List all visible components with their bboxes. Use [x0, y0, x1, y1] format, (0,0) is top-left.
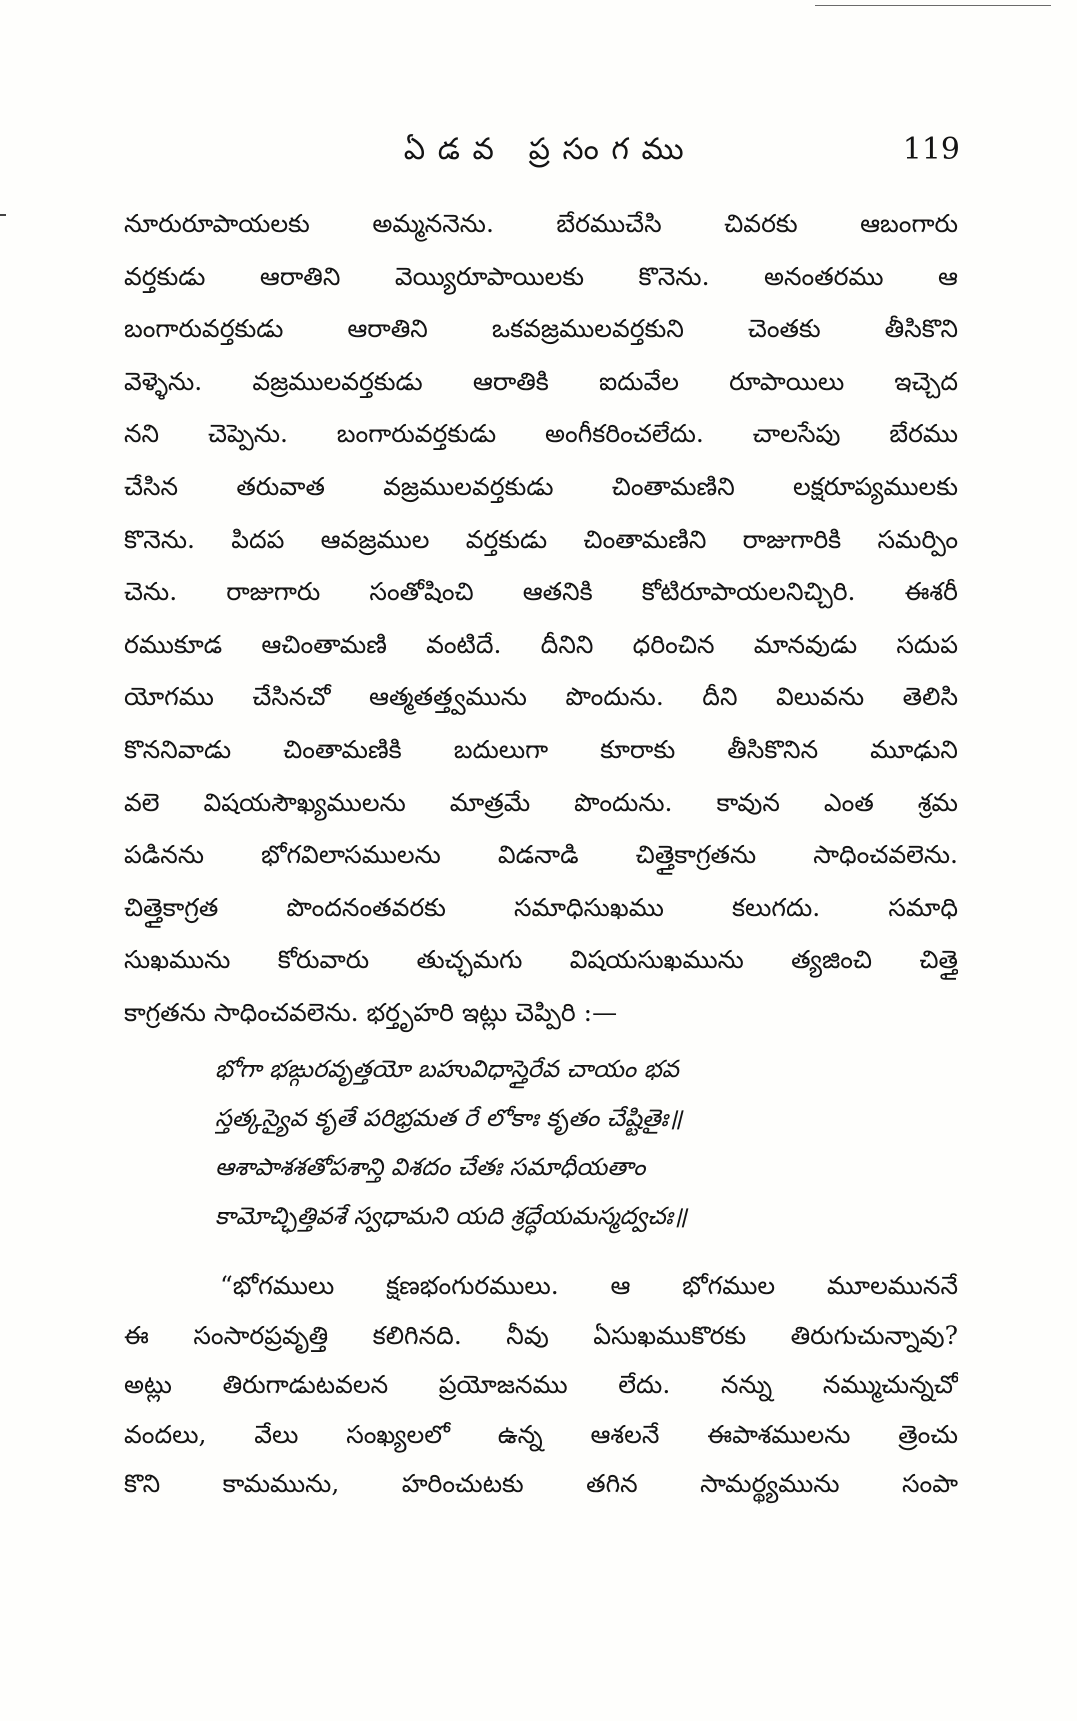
- body-line: రముకూడ ఆచింతామణి వంటిదే. దీనిని ధరించిన మానవుడు సదుప: [124, 629, 958, 659]
- verse-translation-paragraph: [124, 1261, 958, 1509]
- paragraph-line: “భోగములు క్షణభంగురములు. ఆ భోగముల మూలముననే: [220, 1271, 958, 1300]
- body-line: కొననివాడు చింతామణికి బదులుగా కూరాకు తీసికొనిన మూఢుని: [124, 734, 958, 764]
- body-line: కాగ్రతను సాధించవలెను. భర్తృహరి ఇట్లు చెప్పిరి :—: [124, 997, 618, 1027]
- body-line: నూరురూపాయలకు అమ్మననెను. బేరముచేసి చివరకు ఆబంగారు: [124, 209, 958, 238]
- running-head: ఏడవ ప్రసంగము: [403, 132, 697, 167]
- paragraph-line: ఈ సంసారప్రవృత్తి కలిగినది. నీవు ఏసుఖముకొరకు తిరుగుచున్నావు?: [124, 1320, 958, 1350]
- body-line: యోగము చేసినచో ఆత్మతత్త్వమును పొందును. దీని విలువను తెలిసి: [124, 682, 958, 712]
- paragraph-line: కొని కామమును, హరించుటకు తగిన సామర్థ్యమును సంపా: [124, 1469, 958, 1498]
- body-line: నని చెప్పెను. బంగారువర్తకుడు అంగీకరించలేదు. చాలసేపు బేరము: [124, 419, 958, 449]
- body-line: వలె విషయసౌఖ్యములను మాత్రమే పొందును. కావున ఎంత శ్రమ: [124, 787, 958, 817]
- paragraph-line: అట్లు తిరుగాడుటవలన ప్రయోజనము లేదు. నన్ను నమ్ముచున్నచో: [124, 1370, 958, 1399]
- body-line: కొనెను. పిదప ఆవజ్రముల వర్తకుడు చింతామణిని రాజుగారికి సమర్పిం: [124, 524, 958, 554]
- body-line: చెను. రాజుగారు సంతోషించి ఆతనికి కోటిరూపాయలనిచ్చిరి. ఈశరీ: [124, 577, 958, 607]
- body-line: బంగారువర్తకుడు ఆరాతిని ఒకవజ్రములవర్తకుని చెంతకు తీసికొని: [124, 314, 958, 344]
- paragraph-line: వందలు, వేలు సంఖ్యలలో ఉన్న ఆశలనే ఈపాశములను త్రెంచు: [124, 1419, 958, 1449]
- main-paragraph: [124, 198, 958, 1040]
- body-line: వర్తకుడు ఆరాతిని వెయ్యిరూపాయిలకు కొనెను. అనంతరము ఆ: [124, 261, 958, 291]
- verse-line: స్తత్కస్యైవ కృతే పరిభ్రమత రే లోకాః కృతం చేష్టితైః॥: [215, 1104, 683, 1132]
- body-line: పడినను భోగవిలాసములను విడనాడి చిత్తైకాగ్రతను సాధించవలెను.: [124, 840, 958, 870]
- top-rule-divider: [815, 5, 1051, 6]
- body-line: చేసిన తరువాత వజ్రములవర్తకుడు చింతామణిని లక్షరూప్యములకు: [124, 471, 958, 501]
- scan-edge-mark: [0, 214, 6, 216]
- verse-line: ఆశాపాశశతోపశాన్తి విశదం చేతః సమాధీయతాం: [215, 1153, 646, 1181]
- verse-line: భోగా భఙ్గురవృత్తయో బహువిధాస్తైరేవ చాయం భవ: [215, 1055, 679, 1083]
- body-line: సుఖమును కోరువారు తుచ్ఛమగు విషయసుఖమును త్యజించి చిత్తై: [124, 945, 958, 975]
- verse-line: కామోచ్ఛిత్తివశే స్వధామని యది శ్రద్ధేయమస్మద్వచః॥: [215, 1202, 688, 1230]
- page-number: 119: [902, 132, 960, 167]
- sanskrit-verse: [215, 1045, 935, 1241]
- body-line: వెళ్ళెను. వజ్రములవర్తకుడు ఆరాతికి ఐదువేల రూపాయిలు ఇచ్చెద: [124, 366, 958, 396]
- body-line: చిత్తైకాగ్రత పొందనంతవరకు సమాధిసుఖము కలుగదు. సమాధి: [124, 892, 958, 922]
